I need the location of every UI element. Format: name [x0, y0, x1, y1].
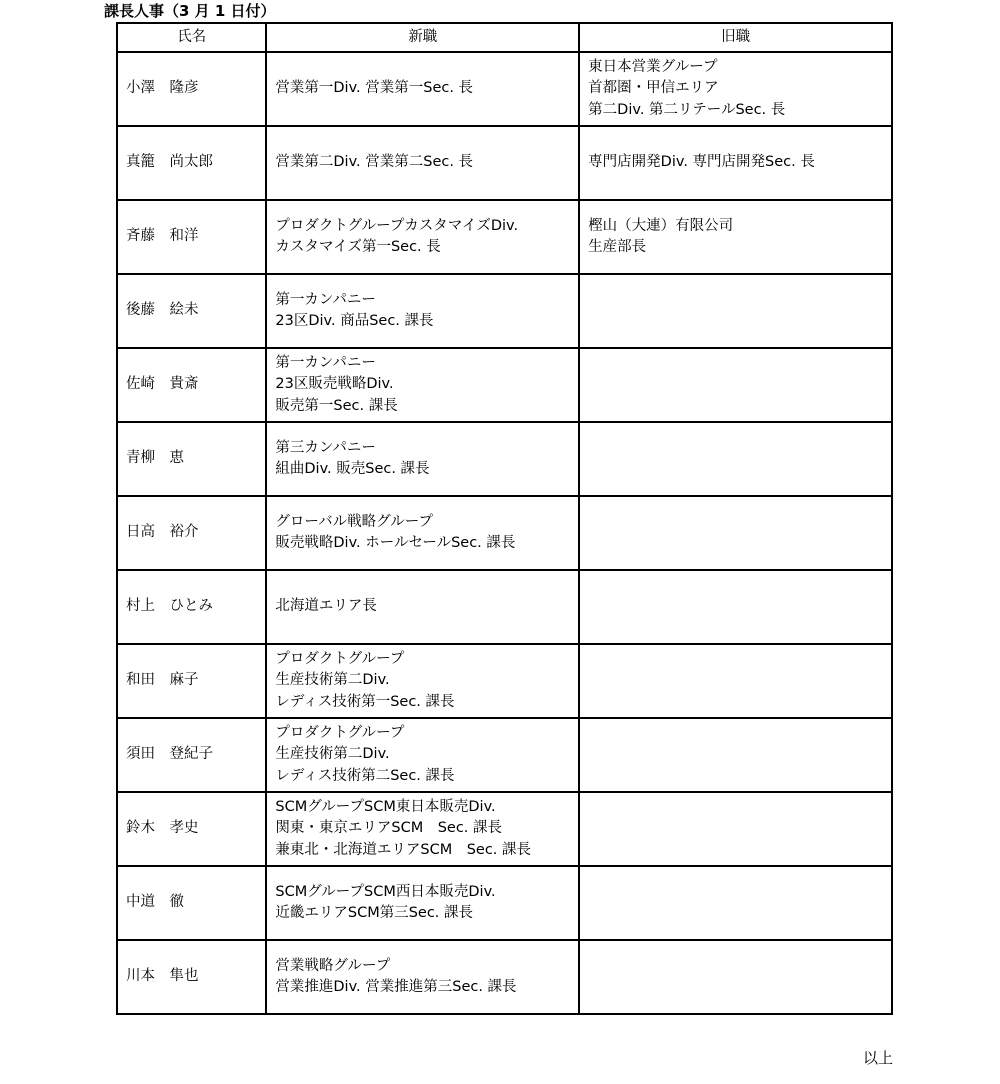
cell-line: SCMグループSCM東日本販売Div.: [275, 798, 496, 815]
old-post-cell: [579, 52, 892, 126]
new-post-cell: [266, 348, 579, 422]
table-header-row: [117, 23, 892, 52]
old-post-cell: [579, 348, 892, 422]
cell-line: カスタマイズ第一Sec. 長: [275, 239, 441, 255]
cell-lines: [275, 797, 570, 862]
name-cell: 和田 麻子: [117, 644, 266, 718]
cell-line: 兼東北・北海道エリアSCM Sec. 課長: [275, 841, 532, 858]
personnel-table: [116, 22, 893, 1015]
table-row: [117, 866, 892, 940]
cell-lines: [275, 216, 570, 259]
cell-lines: [275, 956, 570, 999]
name-cell: 真籠 尚太郎: [117, 126, 266, 200]
cell-line: 近畿エリアSCM第三Sec. 課長: [275, 905, 474, 921]
name-cell: 後藤 絵未: [117, 274, 266, 348]
name-cell: 川本 隼也: [117, 940, 266, 1014]
new-post-cell: [266, 644, 579, 718]
cell-line: 北海道エリア長: [275, 598, 377, 615]
cell-line: 生産技術第二Div.: [275, 746, 390, 763]
table-row: [117, 644, 892, 718]
cell-line: 営業第一Div. 営業第一Sec. 長: [275, 80, 474, 97]
cell-line: 生産技術第二Div.: [275, 672, 390, 689]
cell-line: プロダクトグループカスタマイズDiv.: [275, 217, 519, 234]
old-post-cell: [579, 940, 892, 1014]
cell-lines: [275, 152, 570, 174]
name-cell: 村上 ひとみ: [117, 570, 266, 644]
closing-note: 以上: [862, 1049, 893, 1067]
new-post-cell: [266, 496, 579, 570]
cell-lines: [275, 649, 570, 714]
cell-lines: [275, 882, 570, 925]
new-post-cell: [266, 940, 579, 1014]
new-post-cell: [266, 422, 579, 496]
cell-line: 第一カンパニー: [275, 354, 376, 371]
table-row: [117, 126, 892, 200]
old-post-cell: [579, 718, 892, 792]
header-name: 氏名: [117, 23, 266, 52]
old-post-cell: [579, 570, 892, 644]
old-post-cell: [579, 496, 892, 570]
cell-line: 23区Div. 商品Sec. 課長: [275, 313, 434, 329]
cell-lines: [275, 78, 570, 100]
cell-lines: [588, 216, 883, 259]
cell-line: 営業戦略グループ: [275, 957, 391, 974]
table-row: [117, 940, 892, 1014]
cell-line: 東日本営業グループ: [588, 58, 718, 75]
cell-line: 生産部長: [588, 239, 647, 255]
cell-line: 第二Div. 第二リテールSec. 長: [588, 101, 786, 118]
cell-line: 販売第一Sec. 課長: [275, 397, 398, 414]
cell-line: 専門店開発Div. 専門店開発Sec. 長: [588, 154, 815, 171]
cell-line: 営業推進Div. 営業推進第三Sec. 課長: [275, 979, 517, 995]
cell-line: 販売戦略Div. ホールセールSec. 課長: [275, 535, 516, 551]
table-row: [117, 570, 892, 644]
name-cell: 青柳 恵: [117, 422, 266, 496]
new-post-cell: [266, 570, 579, 644]
cell-line: 樫山（大連）有限公司: [588, 217, 734, 234]
new-post-cell: [266, 52, 579, 126]
old-post-cell: [579, 274, 892, 348]
cell-lines: [275, 290, 570, 333]
table-row: [117, 422, 892, 496]
cell-lines: [275, 353, 570, 418]
table-row: [117, 348, 892, 422]
table-row: [117, 718, 892, 792]
new-post-cell: [266, 126, 579, 200]
new-post-cell: [266, 792, 579, 866]
name-cell: 日高 裕介: [117, 496, 266, 570]
cell-line: SCMグループSCM西日本販売Div.: [275, 883, 496, 900]
cell-lines: [275, 438, 570, 481]
old-post-cell: [579, 200, 892, 274]
header-new-post: 新職: [266, 23, 579, 52]
cell-line: 第一カンパニー: [275, 291, 376, 308]
cell-lines: [275, 596, 570, 618]
cell-line: 23区販売戦略Div.: [275, 376, 394, 393]
document-title: 課長人事（3 月 1 日付）: [104, 2, 276, 20]
cell-line: 関東・東京エリアSCM Sec. 課長: [275, 820, 503, 837]
table-row: [117, 274, 892, 348]
cell-lines: [588, 152, 883, 174]
table-row: [117, 52, 892, 126]
table-row: [117, 496, 892, 570]
new-post-cell: [266, 200, 579, 274]
cell-line: 営業第二Div. 営業第二Sec. 長: [275, 154, 474, 171]
new-post-cell: [266, 274, 579, 348]
name-cell: 小澤 隆彦: [117, 52, 266, 126]
table-body: [117, 52, 892, 1014]
table-row: [117, 200, 892, 274]
cell-line: プロダクトグループ: [275, 724, 405, 741]
name-cell: 佐崎 貴斎: [117, 348, 266, 422]
old-post-cell: [579, 422, 892, 496]
cell-line: 首都圏・甲信エリア: [588, 80, 719, 97]
new-post-cell: [266, 718, 579, 792]
header-old-post: 旧職: [579, 23, 892, 52]
cell-line: 第三カンパニー: [275, 439, 376, 456]
cell-lines: [275, 512, 570, 555]
old-post-cell: [579, 792, 892, 866]
cell-line: プロダクトグループ: [275, 650, 405, 667]
cell-line: レディス技術第二Sec. 課長: [275, 767, 455, 784]
cell-line: 組曲Div. 販売Sec. 課長: [275, 461, 430, 477]
cell-line: レディス技術第一Sec. 課長: [275, 693, 455, 710]
name-cell: 須田 登紀子: [117, 718, 266, 792]
cell-line: グローバル戦略グループ: [275, 513, 433, 530]
name-cell: 鈴木 孝史: [117, 792, 266, 866]
table-row: [117, 792, 892, 866]
name-cell: 斉藤 和洋: [117, 200, 266, 274]
cell-lines: [588, 57, 883, 122]
old-post-cell: [579, 126, 892, 200]
new-post-cell: [266, 866, 579, 940]
name-cell: 中道 徹: [117, 866, 266, 940]
old-post-cell: [579, 866, 892, 940]
old-post-cell: [579, 644, 892, 718]
cell-lines: [275, 723, 570, 788]
